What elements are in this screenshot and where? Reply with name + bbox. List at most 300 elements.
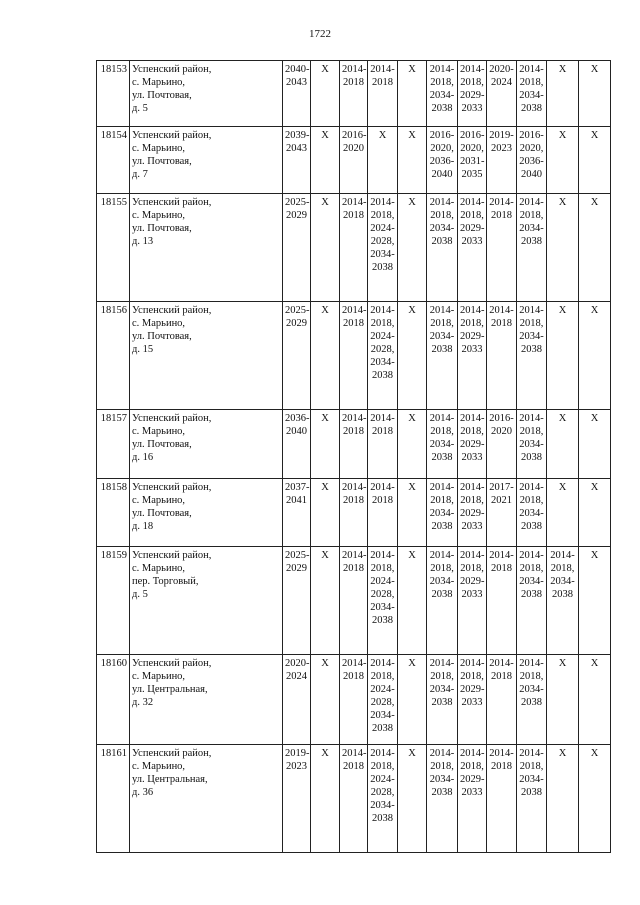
address-cell (130, 745, 283, 853)
period-line: 2020 (343, 143, 364, 154)
period-line: 2028, (370, 787, 395, 798)
period-line: 2014- (370, 550, 395, 561)
period-cell (579, 745, 611, 853)
period-line: 2038 (431, 787, 453, 798)
address-line: ул. Почтовая, (132, 156, 192, 167)
period-line: 2018 (343, 671, 364, 682)
period-cell (427, 194, 458, 302)
period-line: 2018, (460, 77, 484, 88)
period-line: 2038 (372, 370, 393, 381)
period-line: 2034- (429, 223, 455, 234)
period-line: X (590, 550, 599, 561)
period-line: 2020, (460, 143, 484, 154)
period-line: X (321, 305, 329, 316)
period-line: X (590, 748, 599, 759)
period-line: 2019- (285, 748, 310, 759)
period-cell (517, 410, 547, 479)
period-line: 2029- (460, 576, 485, 587)
period-cell (579, 410, 611, 479)
address-line: Успенский район, (132, 64, 212, 75)
period-line: X (558, 197, 567, 208)
period-cell (311, 479, 340, 547)
period-line: 2024- (370, 331, 395, 342)
period-line: 2033 (461, 589, 483, 600)
period-line: 2038 (372, 615, 393, 626)
period-line: 2029 (286, 318, 307, 329)
period-line: 2034- (370, 710, 395, 721)
page-number: 1722 (309, 28, 331, 40)
period-cell (311, 61, 340, 127)
table-row (97, 745, 611, 853)
period-cell (427, 302, 458, 410)
period-line: 2038 (372, 813, 393, 824)
period-line: X (408, 305, 416, 316)
period-cell (579, 61, 611, 127)
period-line: 2014- (519, 413, 544, 424)
period-line: X (590, 197, 599, 208)
period-cell (283, 127, 311, 194)
period-line: 2034- (519, 439, 544, 450)
address-line: д. 32 (132, 697, 154, 708)
period-line: 2018, (430, 210, 454, 221)
period-line: 2014- (429, 305, 455, 316)
row-number: 18158 (97, 479, 130, 547)
period-cell (487, 194, 517, 302)
period-cell (368, 547, 398, 655)
period-line: 2018 (491, 563, 512, 574)
address-line: ул. Почтовая, (132, 439, 192, 450)
period-cell (487, 745, 517, 853)
period-line: X (590, 658, 599, 669)
address-line: ул. Центральная, (132, 774, 208, 785)
period-line: 2020, (430, 143, 454, 154)
address-line: д. 36 (132, 787, 154, 798)
period-cell (487, 655, 517, 745)
period-line: 2018 (343, 426, 364, 437)
period-line: 2018, (430, 671, 454, 682)
period-line: X (408, 64, 416, 75)
period-cell (579, 547, 611, 655)
period-line: 2038 (372, 723, 393, 734)
period-cell (311, 194, 340, 302)
address-line: ул. Почтовая, (132, 508, 192, 519)
period-line: 2036- (519, 156, 544, 167)
period-cell (458, 302, 487, 410)
period-line: X (321, 482, 329, 493)
period-line: 2038 (431, 452, 453, 463)
period-cell (458, 410, 487, 479)
period-line: 2014- (489, 658, 514, 669)
period-cell (547, 302, 579, 410)
address-line: Успенский район, (132, 413, 212, 424)
period-cell (340, 479, 368, 547)
period-line: 2033 (461, 697, 483, 708)
period-line: 2034- (429, 576, 455, 587)
period-line: 2014- (429, 197, 455, 208)
period-line: 2024- (370, 223, 395, 234)
period-cell (487, 410, 517, 479)
period-line: 2014- (519, 658, 544, 669)
row-number: 18157 (97, 410, 130, 479)
period-cell (283, 655, 311, 745)
period-line: 2018 (343, 495, 364, 506)
period-line: 2040 (431, 169, 453, 180)
period-line: 2014- (519, 482, 544, 493)
period-cell (340, 61, 368, 127)
period-line: 2018, (430, 426, 454, 437)
period-line: 2038 (521, 521, 542, 532)
period-line: 2034- (519, 223, 544, 234)
period-line: 2036- (429, 156, 455, 167)
period-cell (487, 547, 517, 655)
period-line: 2014- (519, 305, 544, 316)
address-line: д. 5 (132, 589, 148, 600)
period-line: 2018 (343, 761, 364, 772)
period-cell (311, 745, 340, 853)
period-line: 2014- (429, 64, 455, 75)
address-line: с. Марьино, (132, 671, 186, 682)
address-line: д. 16 (132, 452, 154, 463)
period-line: 2038 (521, 697, 542, 708)
address-line: д. 5 (132, 103, 148, 114)
period-cell (398, 745, 427, 853)
period-cell (517, 302, 547, 410)
period-cell (547, 61, 579, 127)
period-line: 2025- (285, 305, 310, 316)
period-cell (487, 479, 517, 547)
period-line: 2014- (460, 197, 485, 208)
period-line: 2035 (461, 169, 483, 180)
period-line: 2014- (489, 550, 514, 561)
period-line: 2014- (519, 64, 544, 75)
period-line: 2029- (460, 223, 485, 234)
period-line: X (408, 130, 416, 141)
period-line: X (558, 748, 567, 759)
period-line: 2029- (460, 684, 485, 695)
row-number: 18155 (97, 194, 130, 302)
period-line: 2018 (372, 495, 393, 506)
period-line: 2018, (519, 318, 544, 329)
period-line: 2020 (491, 426, 512, 437)
period-line: X (408, 197, 416, 208)
period-line: 2039- (285, 130, 310, 141)
period-line: 2018, (430, 563, 454, 574)
period-cell (340, 655, 368, 745)
period-line: 2033 (461, 521, 483, 532)
period-line: X (590, 413, 599, 424)
period-line: 2018, (430, 495, 454, 506)
address-cell (130, 479, 283, 547)
address-line: с. Марьино, (132, 143, 186, 154)
table-body (97, 61, 611, 853)
period-line: 2018, (550, 563, 575, 574)
period-line: 2023 (491, 143, 512, 154)
address-line: д. 18 (132, 521, 154, 532)
period-line: X (321, 197, 329, 208)
period-line: X (558, 413, 567, 424)
period-line: 2016- (429, 130, 455, 141)
period-line: 2018, (370, 671, 395, 682)
address-line: с. Марьино, (132, 563, 186, 574)
period-line: 2016- (489, 413, 514, 424)
period-line: 2016- (460, 130, 485, 141)
period-line: 2014- (460, 550, 485, 561)
period-cell (283, 547, 311, 655)
period-cell (283, 302, 311, 410)
period-line: 2017- (489, 482, 514, 493)
period-line: 2029- (460, 439, 485, 450)
period-line: 2043 (286, 143, 307, 154)
period-cell (458, 61, 487, 127)
period-line: 2024- (370, 576, 395, 587)
period-cell (517, 547, 547, 655)
period-cell (398, 127, 427, 194)
period-line: 2038 (431, 236, 453, 247)
period-line: 2014- (370, 482, 395, 493)
period-cell (458, 127, 487, 194)
address-line: Успенский район, (132, 482, 212, 493)
period-line: 2020- (489, 64, 514, 75)
period-cell (311, 410, 340, 479)
period-line: 2040- (285, 64, 310, 75)
period-line: 2014- (370, 413, 395, 424)
period-line: X (590, 64, 599, 75)
address-line: с. Марьино, (132, 210, 186, 221)
period-line: 2018, (460, 671, 484, 682)
period-cell (340, 127, 368, 194)
period-line: X (408, 658, 416, 669)
period-line: 2034- (370, 602, 395, 613)
period-line: 2014- (460, 64, 485, 75)
period-line: 2014- (342, 658, 367, 669)
period-line: 2021 (491, 495, 512, 506)
period-line: 2024- (370, 774, 395, 785)
address-line: с. Марьино, (132, 426, 186, 437)
period-line: 2034- (429, 774, 455, 785)
address-cell (130, 302, 283, 410)
period-cell (487, 302, 517, 410)
period-line: 2038 (431, 697, 453, 708)
period-line: X (408, 550, 416, 561)
period-line: 2038 (521, 452, 542, 463)
period-cell (427, 745, 458, 853)
period-cell (398, 655, 427, 745)
address-line: ул. Почтовая, (132, 223, 192, 234)
period-line: 2018 (343, 210, 364, 221)
period-line: 2018 (491, 210, 512, 221)
period-line: 2029- (460, 774, 485, 785)
period-line: 2014- (342, 413, 367, 424)
period-line: 2014- (370, 197, 395, 208)
period-cell (283, 479, 311, 547)
period-line: 2018 (491, 671, 512, 682)
period-cell (368, 410, 398, 479)
period-line: X (408, 482, 416, 493)
period-line: 2024 (286, 671, 307, 682)
period-line: 2014- (370, 658, 395, 669)
period-line: 2038 (521, 344, 542, 355)
period-line: 2018, (519, 495, 544, 506)
address-line: Успенский район, (132, 748, 212, 759)
period-line: 2014- (370, 305, 395, 316)
address-line: д. 15 (132, 344, 154, 355)
period-line: 2038 (521, 589, 542, 600)
period-line: 2034- (550, 576, 575, 587)
period-cell (517, 745, 547, 853)
period-line: 2033 (461, 344, 483, 355)
period-line: 2034- (519, 576, 544, 587)
period-line: 2018, (430, 318, 454, 329)
period-cell (398, 479, 427, 547)
period-cell (458, 655, 487, 745)
period-cell (547, 655, 579, 745)
period-line: 2034- (519, 508, 544, 519)
period-line: 2018 (372, 77, 393, 88)
period-line: X (558, 482, 567, 493)
period-line: 2034- (429, 684, 455, 695)
period-line: 2041 (286, 495, 307, 506)
period-line: 2014- (342, 550, 367, 561)
period-line: 2034- (370, 249, 395, 260)
period-line: 2018, (370, 210, 395, 221)
period-cell (427, 61, 458, 127)
period-line: 2018 (491, 761, 512, 772)
address-line: с. Марьино, (132, 495, 186, 506)
period-line: 2038 (431, 521, 453, 532)
period-line: 2038 (372, 262, 393, 273)
period-line: 2018, (519, 77, 544, 88)
period-line: 2014- (429, 658, 455, 669)
period-line: 2014- (342, 482, 367, 493)
address-line: с. Марьино, (132, 318, 186, 329)
period-line: 2018 (343, 77, 364, 88)
table-row (97, 61, 611, 127)
row-number: 18160 (97, 655, 130, 745)
table-row (97, 547, 611, 655)
period-cell (517, 61, 547, 127)
period-cell (368, 745, 398, 853)
period-cell (398, 302, 427, 410)
period-line: 2029- (460, 508, 485, 519)
period-line: 2018, (460, 318, 484, 329)
period-line: X (321, 413, 329, 424)
period-line: 2034- (519, 90, 544, 101)
period-line: 2033 (461, 103, 483, 114)
period-line: 2018, (370, 563, 395, 574)
period-cell (368, 479, 398, 547)
period-line: 2014- (460, 305, 485, 316)
period-cell (487, 127, 517, 194)
period-cell (458, 547, 487, 655)
period-cell (368, 127, 398, 194)
period-line: 2014- (370, 64, 395, 75)
period-line: 2014- (460, 748, 485, 759)
period-line: 2034- (370, 800, 395, 811)
period-cell (427, 410, 458, 479)
address-line: с. Марьино, (132, 761, 186, 772)
period-line: 2034- (519, 684, 544, 695)
period-cell (427, 479, 458, 547)
address-line: пер. Торговый, (132, 576, 199, 587)
period-line: X (590, 305, 599, 316)
period-line: 2040 (286, 426, 307, 437)
housing-register-table (96, 60, 611, 853)
period-line: 2038 (431, 103, 453, 114)
period-line: X (321, 748, 329, 759)
address-line: с. Марьино, (132, 77, 186, 88)
row-number: 18161 (97, 745, 130, 853)
period-cell (427, 127, 458, 194)
period-cell (398, 61, 427, 127)
period-line: 2018, (370, 318, 395, 329)
row-number: 18153 (97, 61, 130, 127)
period-cell (517, 479, 547, 547)
period-cell (283, 410, 311, 479)
period-line: X (378, 130, 387, 141)
period-line: 2033 (461, 236, 483, 247)
address-line: Успенский район, (132, 197, 212, 208)
period-line: X (408, 748, 416, 759)
address-line: д. 7 (132, 169, 148, 180)
period-cell (311, 127, 340, 194)
period-cell (458, 479, 487, 547)
period-cell (311, 302, 340, 410)
period-cell (547, 745, 579, 853)
period-line: 2025- (285, 550, 310, 561)
address-line: Успенский район, (132, 658, 212, 669)
period-cell (311, 655, 340, 745)
period-line: 2038 (521, 103, 542, 114)
period-line: X (590, 482, 599, 493)
period-cell (547, 127, 579, 194)
period-cell (368, 655, 398, 745)
period-cell (398, 410, 427, 479)
period-line: 2016- (342, 130, 367, 141)
period-line: 2018, (460, 495, 484, 506)
table-row (97, 194, 611, 302)
period-line: X (558, 130, 567, 141)
period-cell (517, 194, 547, 302)
period-cell (579, 655, 611, 745)
period-cell (547, 194, 579, 302)
period-cell (340, 194, 368, 302)
period-line: 2024- (370, 684, 395, 695)
period-cell (579, 479, 611, 547)
period-line: 2014- (342, 748, 367, 759)
period-line: 2043 (286, 77, 307, 88)
period-line: X (321, 64, 329, 75)
period-line: 2038 (521, 236, 542, 247)
period-line: 2029- (460, 90, 485, 101)
period-line: 2028, (370, 344, 395, 355)
period-cell (579, 302, 611, 410)
period-line: 2018 (372, 426, 393, 437)
address-cell (130, 410, 283, 479)
period-line: 2018, (519, 426, 544, 437)
period-cell (517, 655, 547, 745)
period-line: 2025- (285, 197, 310, 208)
address-cell (130, 127, 283, 194)
table-row (97, 410, 611, 479)
table-row (97, 127, 611, 194)
address-line: ул. Почтовая, (132, 90, 192, 101)
period-line: 2014- (550, 550, 575, 561)
period-line: 2014- (342, 197, 367, 208)
period-line: 2020- (285, 658, 310, 669)
period-line: 2029- (460, 331, 485, 342)
period-line: 2023 (286, 761, 307, 772)
period-cell (311, 547, 340, 655)
